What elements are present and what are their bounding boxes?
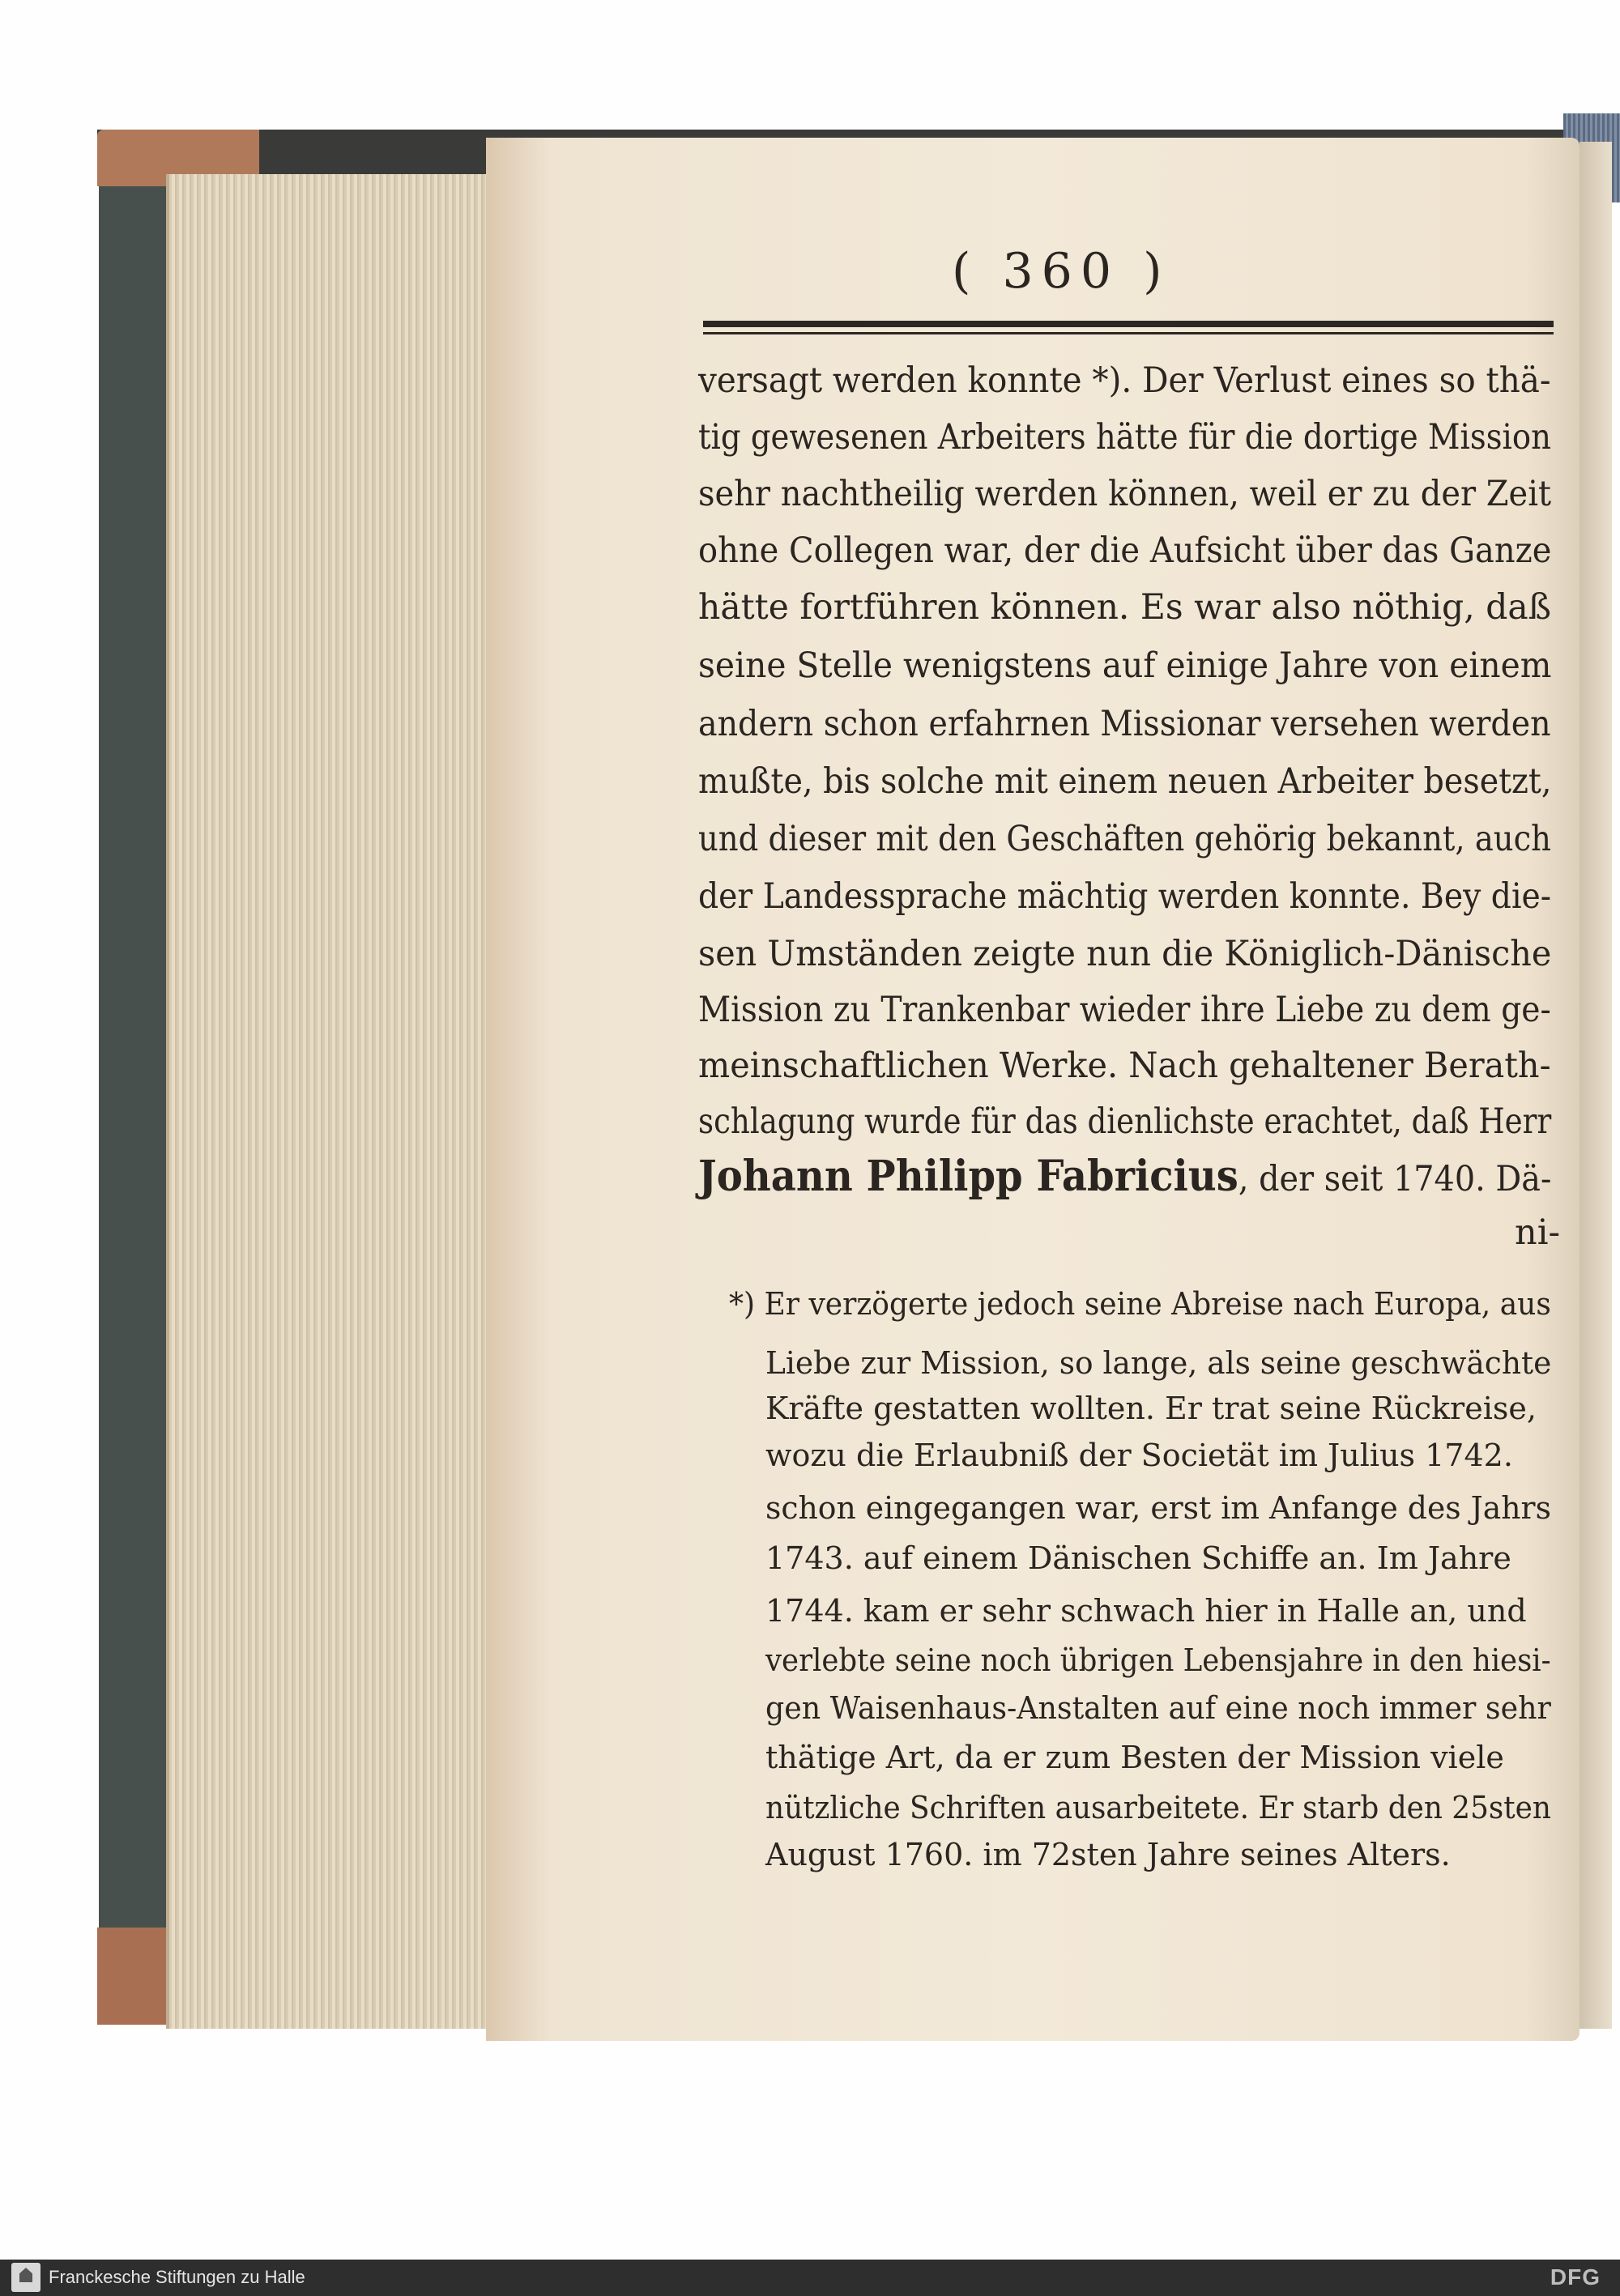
page-edges (166, 174, 509, 2029)
footnote-line: 1744. kam er sehr schwach hier in Halle an, und (765, 1593, 1527, 1629)
catchword: ni- (1515, 1212, 1560, 1253)
body-line: schlagung wurde für das dienlichste erachtet, daß Herr (698, 1101, 1552, 1142)
header-rule-thin (703, 332, 1554, 334)
footnote-line: Liebe zur Mission, so lange, als seine geschwächte (765, 1345, 1552, 1381)
footnote-line: gen Waisenhaus-Anstalten auf eine noch immer sehr (765, 1690, 1551, 1726)
dfg-logo: DFG (1550, 2264, 1601, 2290)
page-number: ( 360 ) (952, 243, 1170, 300)
footnote-line: verlebte seine noch übrigen Lebensjahre in den hiesi- (765, 1642, 1551, 1678)
body-line: ohne Collegen war, der die Aufsicht über das Ganze (698, 530, 1552, 571)
body-line: tig gewesenen Arbeiters hätte für die dortige Mission (698, 417, 1551, 458)
next-page-strip (1580, 142, 1612, 2029)
person-name: Johann Philipp Fabricius (698, 1152, 1238, 1201)
footnote-line: *) Er verzögerte jedoch seine Abreise nach Europa, aus (729, 1286, 1551, 1322)
body-line: sehr nachtheilig werden können, weil er zu der Zeit (698, 474, 1552, 514)
institution-name: Franckesche Stiftungen zu Halle (49, 2267, 305, 2287)
viewer-footer (0, 2260, 1620, 2296)
body-line: der Landessprache mächtig werden konnte. Bey die- (698, 876, 1552, 917)
body-line: und dieser mit den Geschäften gehörig bekannt, auch (698, 819, 1551, 859)
footnote-line: 1743. auf einem Dänischen Schiffe an. Im Jahre (765, 1540, 1511, 1576)
body-line: versagt werden konnte *). Der Verlust eines so thä- (698, 360, 1551, 401)
name-line (698, 1152, 1551, 1201)
footnote-line: Kräfte gestatten wollten. Er trat seine Rückreise, (765, 1391, 1537, 1426)
body-line: hätte fortführen können. Es war also nöthig, daß (698, 587, 1552, 628)
body-line: mußte, bis solche mit einem neuen Arbeiter besetzt, (698, 761, 1552, 802)
footnote-line: schon eingegangen war, erst im Anfange des Jahrs (765, 1490, 1551, 1526)
footnote-line: August 1760. im 72sten Jahre seines Alters. (765, 1837, 1451, 1872)
header-rule (703, 321, 1554, 327)
name-line-rest: , der seit 1740. Dä- (1238, 1159, 1552, 1199)
footnote-line: thätige Art, da er zum Besten der Mission viele (765, 1740, 1504, 1775)
body-line: andern schon erfahrnen Missionar versehen werden (698, 704, 1551, 744)
body-line: seine Stelle wenigstens auf einige Jahre von einem (698, 645, 1552, 686)
body-line: meinschaftlichen Werke. Nach gehaltener Berath- (698, 1046, 1551, 1086)
footnote-line: nützliche Schriften ausarbeitete. Er starb den 25sten (765, 1790, 1551, 1825)
foundation-logo-icon (11, 2263, 40, 2292)
body-line: sen Umständen zeigte nun die Königlich-Dänische (698, 934, 1552, 974)
footnote-line: wozu die Erlaubniß der Societät im Julius 1742. (765, 1438, 1513, 1473)
body-line: Mission zu Trankenbar wieder ihre Liebe zu dem ge- (698, 990, 1551, 1030)
